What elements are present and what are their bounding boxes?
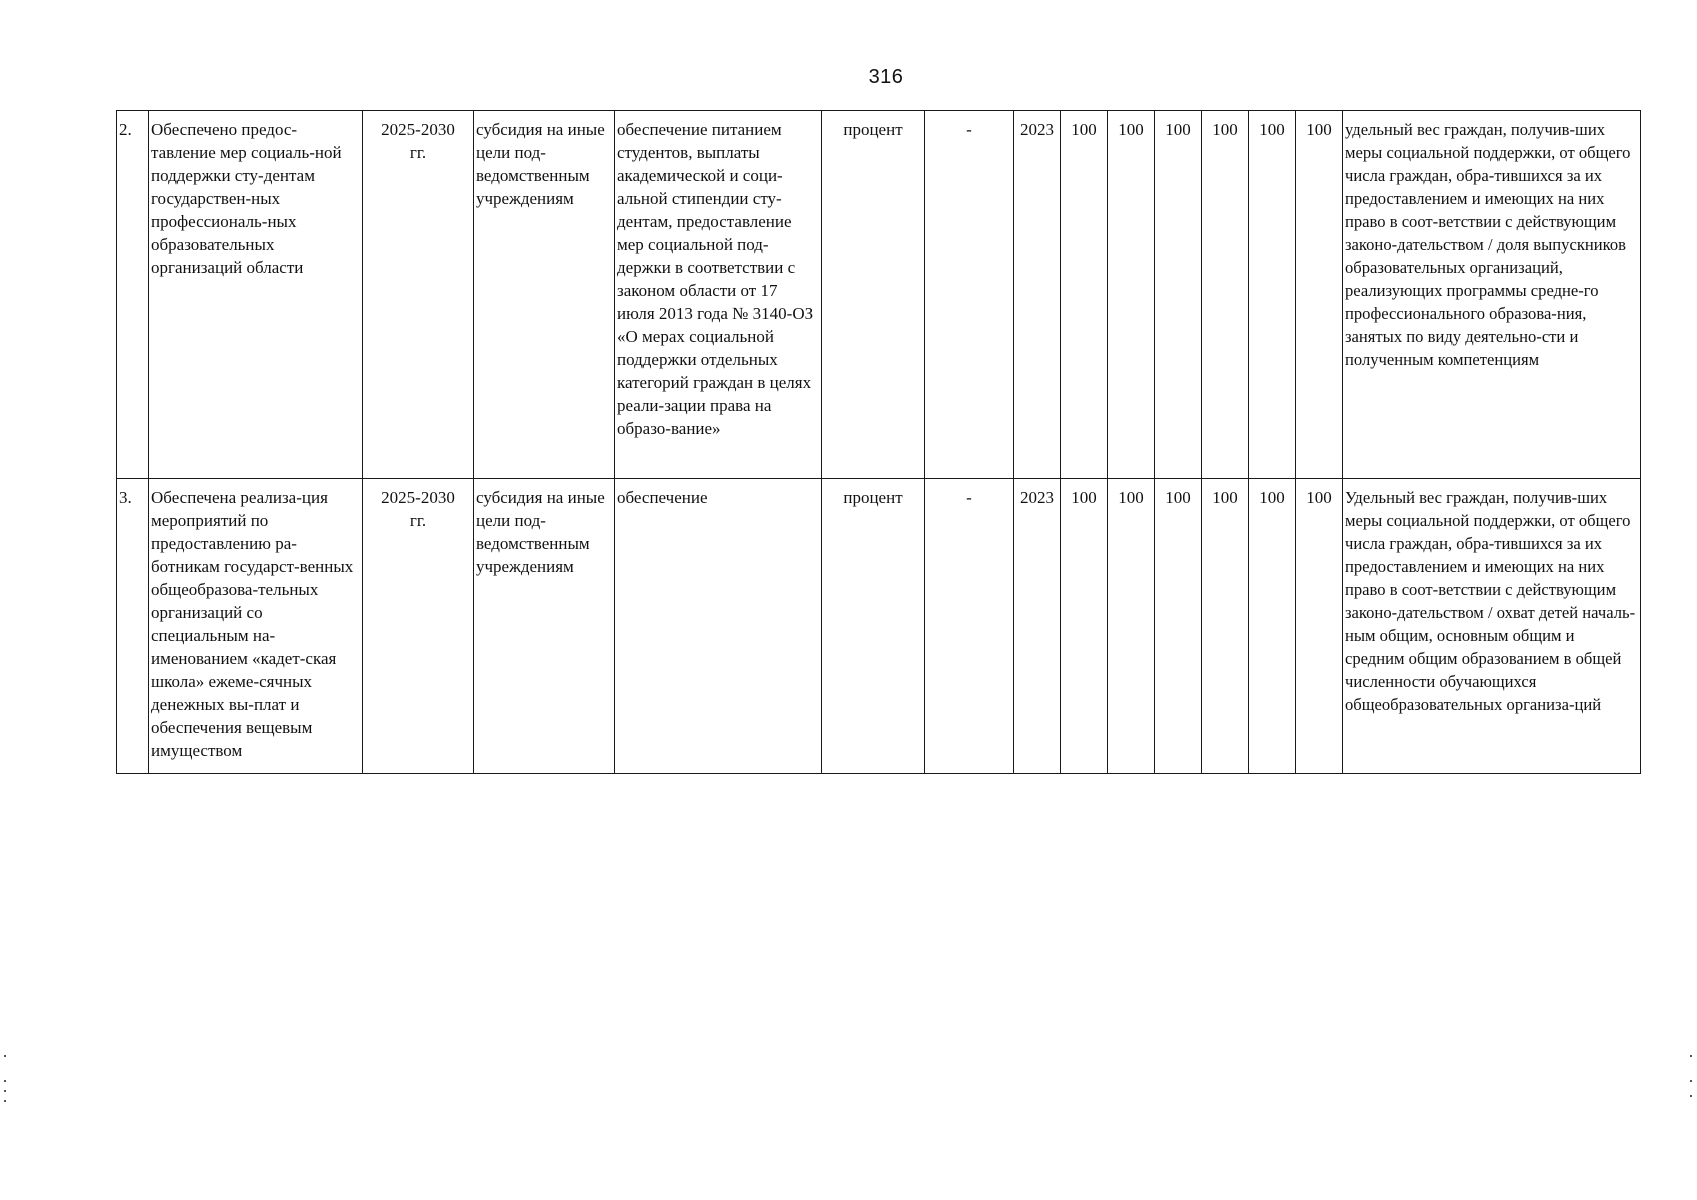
page-number: 316 [868,66,904,88]
value-cell: 100 [1202,479,1249,774]
scan-artifact [1690,1095,1692,1097]
value-cell: 100 [1061,111,1108,479]
base-year-cell: 2023 [1014,111,1061,479]
value-cell: 100 [1061,479,1108,774]
task-cell: Обеспечено предос-тавление мер социаль-ной поддержки сту-дентам государствен-ных профессиональ-ных образовательных организаций области [149,111,363,479]
unit-cell: процент [822,111,925,479]
row-number: 2. [117,111,149,479]
indicator-cell: Удельный вес граждан, получив-ших меры социальной поддержки, от общего числа граждан, обра-тившихся за их предоставлением и имеющих на них право в соот-ветствии с действующим законо-дательством / охват детей началь-ным общим, основным общим и средним общим образованием в общей численности обучающихся общеобразовательных организа-ций [1343,479,1641,774]
value-cell: 100 [1249,111,1296,479]
value-cell: 100 [1155,111,1202,479]
task-cell: Обеспечена реализа-ция мероприятий по предоставлению ра-ботникам государст-венных общеобразова-тельных организаций со специальным на-именованием «кадет-ская школа» ежеме-сячных денежных вы-плат и обеспечения вещевым имуществом [149,479,363,774]
row-number: 3. [117,479,149,774]
mechanism-cell: субсидия на иные цели под-ведомственным учреждениям [474,479,615,774]
value-cell: 100 [1296,111,1343,479]
base-year-cell: 2023 [1014,479,1061,774]
description-cell: обеспечение [615,479,822,774]
scan-artifact [4,1090,6,1092]
base-value-cell: - [925,479,1014,774]
scan-artifact [1690,1055,1692,1057]
scan-artifact [1690,1080,1692,1082]
value-cell: 100 [1155,479,1202,774]
mechanism-cell: субсидия на иные цели под-ведомственным учреждениям [474,111,615,479]
value-cell: 100 [1108,479,1155,774]
value-cell: 100 [1108,111,1155,479]
period-years: 2025-2030 [381,120,455,139]
scan-artifact [4,1100,6,1102]
value-cell: 100 [1296,479,1343,774]
indicator-cell: удельный вес граждан, получив-ших меры социальной поддержки, от общего числа граждан, обра-тившихся за их предоставлением и имеющих на них право в соот-ветствии с действующим законо-дательством / доля выпускников образовательных организаций, реализующих программы средне-го профессионального образова-ния, занятых по виду деятельно-сти и полученным компетенциям [1343,111,1641,479]
scan-artifact [4,1055,6,1057]
value-cell: 100 [1249,479,1296,774]
measures-table [116,110,1641,774]
table-row [117,111,1641,479]
period-suffix: гг. [409,511,427,530]
unit-cell: процент [822,479,925,774]
period-years: 2025-2030 [381,488,455,507]
table-row [117,479,1641,774]
scan-artifact [4,1080,6,1082]
period-suffix: гг. [409,143,427,162]
value-cell: 100 [1202,111,1249,479]
base-value-cell: - [925,111,1014,479]
period-cell [363,111,474,479]
period-cell [363,479,474,774]
description-cell: обеспечение питанием студентов, выплаты академической и соци-альной стипендии сту-дентам, предоставление мер социальной под-держки в соответствии с законом области от 17 июля 2013 года № 3140-ОЗ «О мерах социальной поддержки отдельных категорий граждан в целях реали-зации права на образо-вание» [615,111,822,479]
